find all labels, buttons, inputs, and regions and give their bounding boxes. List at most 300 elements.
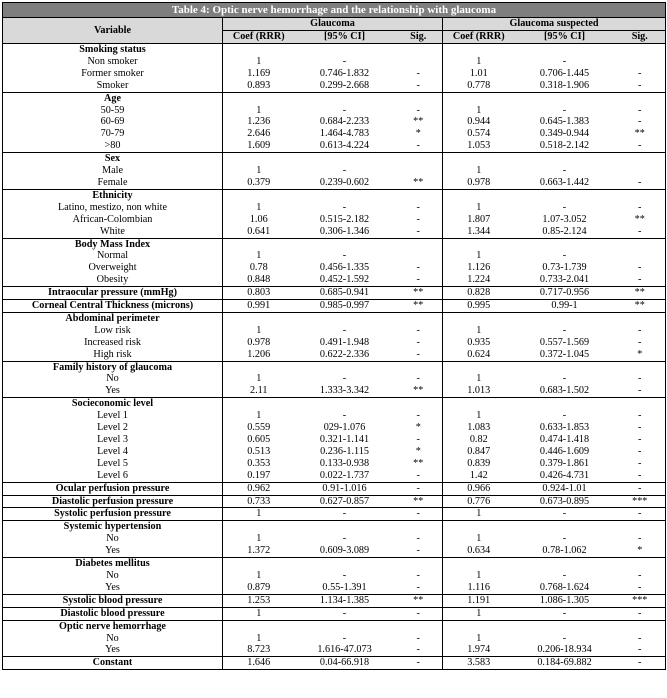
suspected-sig-cell: - [638, 445, 642, 457]
glaucoma-coef-cell: 2.646 [247, 128, 271, 140]
glaucoma-ci-cell: - [342, 569, 347, 581]
glaucoma-ci-cell: 0.627-0.857 [295, 495, 395, 508]
suspected-ci-cell: 1.086-1.305 [515, 594, 615, 607]
glaucoma-ci-cell: 0.299-2.668 [319, 79, 370, 91]
glaucoma-sig-cell: ** [395, 385, 443, 397]
empty-cell [395, 92, 443, 104]
suspected-coef-cell: 1 [476, 324, 482, 336]
group-title: Diabetes mellitus [3, 558, 223, 570]
suspected-sig-cell: - [638, 201, 642, 213]
glaucoma-ci-cell: 0.236-1.115 [320, 445, 369, 457]
glaucoma-sig-cell: - [395, 349, 443, 361]
suspected-coef-cell: 1 [443, 508, 515, 521]
table-row [3, 482, 666, 495]
glaucoma-coef-cell: 0.991 [223, 300, 295, 313]
table-row [3, 385, 666, 397]
table-row [3, 274, 666, 286]
glaucoma-ci-cell: - [342, 104, 347, 116]
suspected-sig-header: Sig. [615, 31, 666, 44]
suspected-sig-cell: - [638, 67, 642, 79]
suspected-ci-cell: 0.446-1.609 [539, 445, 590, 457]
table-row [3, 545, 666, 557]
glaucoma-coef-cell: 0.803 [223, 287, 295, 300]
glaucoma-ci-cell: 0.452-1.592 [319, 274, 370, 286]
suspected-sig-cell: ** [634, 213, 645, 225]
glaucoma-coef-cell: 0.978 [247, 336, 271, 348]
group-header-row [3, 620, 666, 632]
glaucoma-sig-cell: - [395, 545, 443, 557]
glaucoma-ci-cell: 0.456-1.335 [319, 262, 370, 274]
glaucoma-coef-header: Coef (RRR) [223, 31, 295, 44]
glaucoma-sig-cell [395, 250, 443, 262]
empty-cell [515, 44, 615, 56]
empty-cell [443, 558, 515, 570]
table-row [3, 633, 666, 645]
empty-cell [615, 558, 666, 570]
variable-label: Increased risk [3, 337, 223, 349]
variable-label: Female [3, 177, 223, 189]
glaucoma-coef-cell: 1 [223, 607, 295, 620]
suspected-ci-cell: - [562, 250, 567, 262]
variable-label: No [3, 533, 223, 545]
table-row [3, 434, 666, 446]
group-header-row [3, 92, 666, 104]
suspected-coef-cell: 0.634 [467, 545, 491, 557]
glaucoma-coef-cell: 0.962 [223, 482, 295, 495]
suspected-sig-cell: - [638, 79, 642, 91]
suspected-coef-cell: 1 [476, 373, 482, 385]
variable-label: Latino, mestizo, non white [3, 202, 223, 214]
suspected-coef-cell: 1 [476, 533, 482, 545]
group-header-row [3, 44, 666, 56]
suspected-sig-cell: - [638, 410, 642, 422]
glaucoma-ci-cell: - [295, 607, 395, 620]
suspected-ci-cell: 0.206-18.934 [537, 644, 592, 656]
suspected-sig-cell [615, 165, 666, 177]
glaucoma-sig-cell: - [395, 434, 443, 446]
variable-label: 50-59 [3, 105, 223, 117]
suspected-sig-cell: - [638, 274, 642, 286]
suspected-ci-cell: 1.07-3.052 [542, 213, 587, 225]
suspected-ci-cell: 0.379-1.861 [539, 457, 590, 469]
glaucoma-ci-cell: - [342, 165, 347, 177]
glaucoma-ci-cell: 0.515-2.182 [319, 213, 370, 225]
empty-cell [615, 92, 666, 104]
empty-cell [615, 521, 666, 533]
suspected-ci-cell: 0.924-1.01 [515, 482, 615, 495]
suspected-ci-cell: 0.184-69.882 [515, 657, 615, 670]
suspected-coef-cell: 1 [443, 607, 515, 620]
suspected-coef-cell: 1 [476, 410, 482, 422]
empty-cell [295, 312, 395, 324]
variable-label: Smoker [3, 80, 223, 92]
glaucoma-sig-cell: ** [395, 594, 443, 607]
variable-label: No [3, 373, 223, 385]
glaucoma-coef-cell: 1.206 [247, 348, 271, 360]
glaucoma-ci-cell: 1.616-47.073 [317, 644, 372, 656]
empty-cell [443, 620, 515, 632]
variable-label: >80 [3, 140, 223, 152]
suspected-ci-cell: - [562, 373, 567, 385]
glaucoma-coef-cell: 1 [256, 165, 262, 177]
table-row [3, 262, 666, 274]
group-title: Body Mass Index [3, 238, 223, 250]
empty-cell [295, 398, 395, 410]
variable-label: Overweight [3, 262, 223, 274]
suspected-ci-cell: 0.683-1.502 [539, 385, 590, 397]
glaucoma-group-header: Glaucoma [223, 18, 443, 31]
table-row [3, 422, 666, 434]
empty-cell [615, 620, 666, 632]
table-row [3, 300, 666, 313]
variable-label: Normal [3, 250, 223, 262]
suspected-sig-cell: - [638, 533, 642, 545]
glaucoma-sig-cell: - [395, 633, 443, 645]
group-title: Family history of glaucoma [3, 361, 223, 373]
empty-cell [295, 620, 395, 632]
suspected-sig-cell: - [638, 457, 642, 469]
empty-cell [223, 620, 295, 632]
glaucoma-ci-cell: 0.684-2.233 [319, 116, 370, 128]
variable-label: Level 3 [3, 434, 223, 446]
empty-cell [615, 189, 666, 201]
empty-cell [443, 189, 515, 201]
suspected-ci-cell: - [562, 324, 567, 336]
suspected-ci-cell: 0.78-1.062 [542, 545, 587, 557]
table-row [3, 128, 666, 140]
glaucoma-sig-cell: * [395, 422, 443, 434]
table-row [3, 533, 666, 545]
suspected-coef-cell: 0.828 [443, 287, 515, 300]
table-row [3, 325, 666, 337]
empty-cell [395, 361, 443, 373]
group-title: Sex [3, 153, 223, 165]
table-row [3, 56, 666, 68]
variable-label: 70-79 [3, 128, 223, 140]
suspected-coef-cell: 1 [476, 632, 482, 644]
suspected-ci-cell: - [515, 607, 615, 620]
empty-cell [443, 361, 515, 373]
suspected-coef-cell: 1 [476, 569, 482, 581]
group-title: Systemic hypertension [3, 521, 223, 533]
variable-label: African-Colombian [3, 214, 223, 226]
glaucoma-sig-cell: - [395, 274, 443, 286]
suspected-sig-cell: - [615, 508, 666, 521]
group-title: Smoking status [3, 44, 223, 56]
suspected-ci-cell: 0.85-2.124 [542, 225, 587, 237]
suspected-coef-cell: 1.013 [467, 385, 491, 397]
suspected-ci-cell: - [562, 410, 567, 422]
group-header-row [3, 558, 666, 570]
empty-cell [515, 361, 615, 373]
suspected-ci-cell: 0.717-0.956 [515, 287, 615, 300]
glaucoma-ci-cell: - [342, 632, 347, 644]
empty-cell [223, 312, 295, 324]
variable-label: 60-69 [3, 116, 223, 128]
glaucoma-sig-cell: ** [395, 458, 443, 470]
glaucoma-ci-cell: 0.613-4.224 [319, 140, 370, 152]
empty-cell [515, 620, 615, 632]
suspected-coef-cell: 1 [476, 250, 482, 262]
glaucoma-coef-cell: 0.379 [247, 176, 271, 188]
suspected-ci-cell: - [562, 533, 567, 545]
suspected-sig-cell: - [638, 644, 642, 656]
suspected-coef-cell: 0.624 [467, 348, 491, 360]
glaucoma-sig-cell: - [395, 470, 443, 482]
suspected-sig-cell: *** [615, 594, 666, 607]
variable-label: Yes [3, 582, 223, 594]
glaucoma-ci-cell: 0.609-3.089 [319, 545, 370, 557]
table-row [3, 250, 666, 262]
glaucoma-ci-cell: - [342, 410, 347, 422]
empty-cell [223, 153, 295, 165]
empty-cell [443, 153, 515, 165]
glaucoma-ci-cell: 1.333-3.342 [319, 385, 370, 397]
empty-cell [395, 44, 443, 56]
variable-label: Yes [3, 644, 223, 656]
suspected-ci-cell: - [562, 632, 567, 644]
empty-cell [223, 521, 295, 533]
glaucoma-sig-cell: - [395, 373, 443, 385]
suspected-sig-cell: *** [615, 495, 666, 508]
table-row [3, 458, 666, 470]
suspected-sig-cell: - [638, 336, 642, 348]
empty-cell [515, 398, 615, 410]
suspected-sig-cell: - [615, 657, 666, 670]
glaucoma-sig-cell: - [395, 533, 443, 545]
suspected-sig-cell: - [638, 469, 642, 481]
suspected-coef-cell: 0.847 [467, 445, 491, 457]
glaucoma-ci-cell: 0.133-0.938 [319, 457, 370, 469]
variable-label: Corneal Central Thickness (microns) [3, 300, 223, 313]
empty-cell [223, 189, 295, 201]
glaucoma-sig-cell [395, 56, 443, 68]
glaucoma-ci-cell: 0.685-0.941 [295, 287, 395, 300]
variable-label: Obesity [3, 274, 223, 286]
suspected-coef-cell: 0.944 [467, 116, 491, 128]
glaucoma-ci-cell: 0.91-1.016 [295, 482, 395, 495]
suspected-sig-cell: * [637, 348, 643, 360]
suspected-ci-header: [95% CI] [515, 31, 615, 44]
glaucoma-ci-cell: 0.55-1.391 [322, 581, 367, 593]
glaucoma-coef-cell: 0.513 [247, 445, 271, 457]
empty-cell [395, 189, 443, 201]
empty-cell [615, 398, 666, 410]
empty-cell [515, 92, 615, 104]
glaucoma-coef-cell: 1 [256, 55, 262, 67]
empty-cell [395, 620, 443, 632]
suspected-ci-cell: - [562, 569, 567, 581]
table-row [3, 68, 666, 80]
glaucoma-coef-cell: 0.733 [223, 495, 295, 508]
glaucoma-coef-cell: 1 [256, 373, 262, 385]
suspected-ci-cell: 0.645-1.383 [539, 116, 590, 128]
results-table [2, 2, 666, 670]
glaucoma-sig-cell: - [395, 214, 443, 226]
group-title: Age [3, 92, 223, 104]
empty-cell [295, 44, 395, 56]
variable-label: High risk [3, 349, 223, 361]
glaucoma-sig-cell: - [395, 508, 443, 521]
suspected-coef-cell: 1 [476, 201, 482, 213]
glaucoma-coef-cell: 0.78 [249, 262, 268, 274]
suspected-ci-cell: 0.673-0.895 [515, 495, 615, 508]
table-row [3, 508, 666, 521]
empty-cell [295, 238, 395, 250]
glaucoma-ci-cell: 1.134-1.385 [295, 594, 395, 607]
empty-cell [223, 361, 295, 373]
glaucoma-coef-cell: 1.236 [247, 116, 271, 128]
variable-label: Constant [3, 657, 223, 670]
suspected-sig-cell: - [638, 116, 642, 128]
glaucoma-coef-cell: 2.11 [250, 385, 268, 397]
glaucoma-sig-cell: - [395, 226, 443, 238]
suspected-coef-cell: 0.978 [467, 176, 491, 188]
empty-cell [223, 398, 295, 410]
group-header-row [3, 238, 666, 250]
glaucoma-coef-cell: 1 [256, 250, 262, 262]
glaucoma-sig-cell: - [395, 202, 443, 214]
suspected-ci-cell: 0.518-2.142 [539, 140, 590, 152]
glaucoma-coef-cell: 0.641 [247, 225, 271, 237]
empty-cell [395, 398, 443, 410]
variable-label: Systolic perfusion pressure [3, 508, 223, 521]
glaucoma-ci-cell: 0.022-1.737 [319, 469, 370, 481]
suspected-ci-cell: - [562, 201, 567, 213]
table-row [3, 470, 666, 482]
table-row [3, 287, 666, 300]
glaucoma-sig-cell: * [395, 128, 443, 140]
table-row [3, 657, 666, 670]
glaucoma-ci-cell: 1.464-4.783 [319, 128, 370, 140]
glaucoma-sig-cell: ** [395, 495, 443, 508]
empty-cell [223, 44, 295, 56]
glaucoma-coef-cell: 0.879 [247, 581, 271, 593]
group-header-row [3, 153, 666, 165]
variable-label: Diastolic perfusion pressure [3, 495, 223, 508]
suspected-coef-cell: 0.995 [443, 300, 515, 313]
glaucoma-sig-cell: ** [395, 177, 443, 189]
suspected-coef-cell: 0.778 [467, 79, 491, 91]
glaucoma-ci-cell: 0.746-1.832 [319, 67, 370, 79]
suspected-coef-cell: 1.083 [467, 422, 491, 434]
glaucoma-coef-cell: 1.372 [247, 545, 271, 557]
suspected-ci-cell: 0.557-1.569 [539, 336, 590, 348]
glaucoma-sig-cell: - [395, 337, 443, 349]
glaucoma-ci-cell: - [342, 201, 347, 213]
table-row [3, 116, 666, 128]
empty-cell [515, 238, 615, 250]
suspected-coef-cell: 1.191 [443, 594, 515, 607]
suspected-sig-cell: - [638, 422, 642, 434]
variable-header: Variable [3, 18, 223, 44]
empty-cell [615, 312, 666, 324]
glaucoma-coef-cell: 1.06 [249, 213, 268, 225]
group-header-row [3, 189, 666, 201]
variable-label: Systolic blood pressure [3, 594, 223, 607]
glaucoma-sig-cell: - [395, 140, 443, 152]
glaucoma-coef-cell: 0.605 [247, 434, 271, 445]
suspected-ci-cell: 0.663-1.442 [539, 176, 590, 188]
glaucoma-sig-cell: ** [395, 300, 443, 313]
empty-cell [223, 558, 295, 570]
table-row [3, 495, 666, 508]
table-row [3, 140, 666, 152]
variable-label: Level 6 [3, 470, 223, 482]
variable-label: No [3, 633, 223, 645]
table-row [3, 594, 666, 607]
glaucoma-coef-cell: 0.848 [247, 274, 271, 286]
suspected-ci-cell: 0.474-1.418 [539, 434, 590, 445]
variable-label: Level 5 [3, 458, 223, 470]
suspected-coef-cell: 1 [476, 165, 482, 177]
glaucoma-sig-cell: - [395, 105, 443, 117]
suspected-sig-cell: - [638, 176, 642, 188]
suspected-sig-cell: ** [615, 287, 666, 300]
glaucoma-ci-cell: - [342, 324, 347, 336]
empty-cell [443, 521, 515, 533]
suspected-ci-cell: - [562, 104, 567, 116]
table-row [3, 177, 666, 189]
table-row [3, 349, 666, 361]
glaucoma-sig-cell: - [395, 80, 443, 92]
suspected-coef-cell: 0.966 [443, 482, 515, 495]
glaucoma-sig-cell: - [395, 482, 443, 495]
glaucoma-sig-cell: - [395, 262, 443, 274]
suspected-sig-cell: - [638, 104, 642, 116]
empty-cell [395, 153, 443, 165]
glaucoma-ci-cell: 0.306-1.346 [319, 225, 370, 237]
glaucoma-sig-cell [395, 165, 443, 177]
glaucoma-ci-cell: - [342, 533, 347, 545]
variable-label: Yes [3, 385, 223, 397]
empty-cell [515, 153, 615, 165]
suspected-coef-cell: 1.224 [467, 274, 491, 286]
suspected-sig-cell: - [638, 434, 642, 445]
table-title: Table 4: Optic nerve hemorrhage and the relationship with glaucoma [3, 3, 666, 18]
glaucoma-ci-header: [95% CI] [295, 31, 395, 44]
variable-label: White [3, 226, 223, 238]
empty-cell [443, 44, 515, 56]
table-row [3, 607, 666, 620]
suspected-sig-cell [615, 250, 666, 262]
suspected-coef-cell: 0.776 [443, 495, 515, 508]
glaucoma-coef-cell: 1.609 [247, 140, 271, 152]
glaucoma-coef-cell: 0.559 [247, 422, 271, 434]
glaucoma-coef-cell: 0.353 [247, 457, 271, 469]
suspected-ci-cell: 0.99-1 [515, 300, 615, 313]
glaucoma-coef-cell: 1.646 [223, 657, 295, 670]
glaucoma-coef-cell: 1 [256, 201, 262, 213]
suspected-sig-cell: - [638, 632, 642, 644]
suspected-ci-cell: 0.318-1.906 [539, 79, 590, 91]
suspected-coef-cell: 0.574 [467, 128, 491, 140]
glaucoma-ci-cell: 0.04-66.918 [295, 657, 395, 670]
group-title: Optic nerve hemorrhage [3, 620, 223, 632]
suspected-coef-cell: 0.839 [467, 457, 491, 469]
table-row [3, 226, 666, 238]
suspected-sig-cell: - [638, 373, 642, 385]
glaucoma-coef-cell: 1.253 [223, 594, 295, 607]
table-row [3, 105, 666, 117]
group-title: Abdominal perimeter [3, 312, 223, 324]
suspected-coef-cell: 1.053 [467, 140, 491, 152]
glaucoma-coef-cell: 1 [256, 632, 262, 644]
empty-cell [295, 361, 395, 373]
empty-cell [443, 238, 515, 250]
glaucoma-coef-cell: 1 [256, 533, 262, 545]
empty-cell [295, 558, 395, 570]
